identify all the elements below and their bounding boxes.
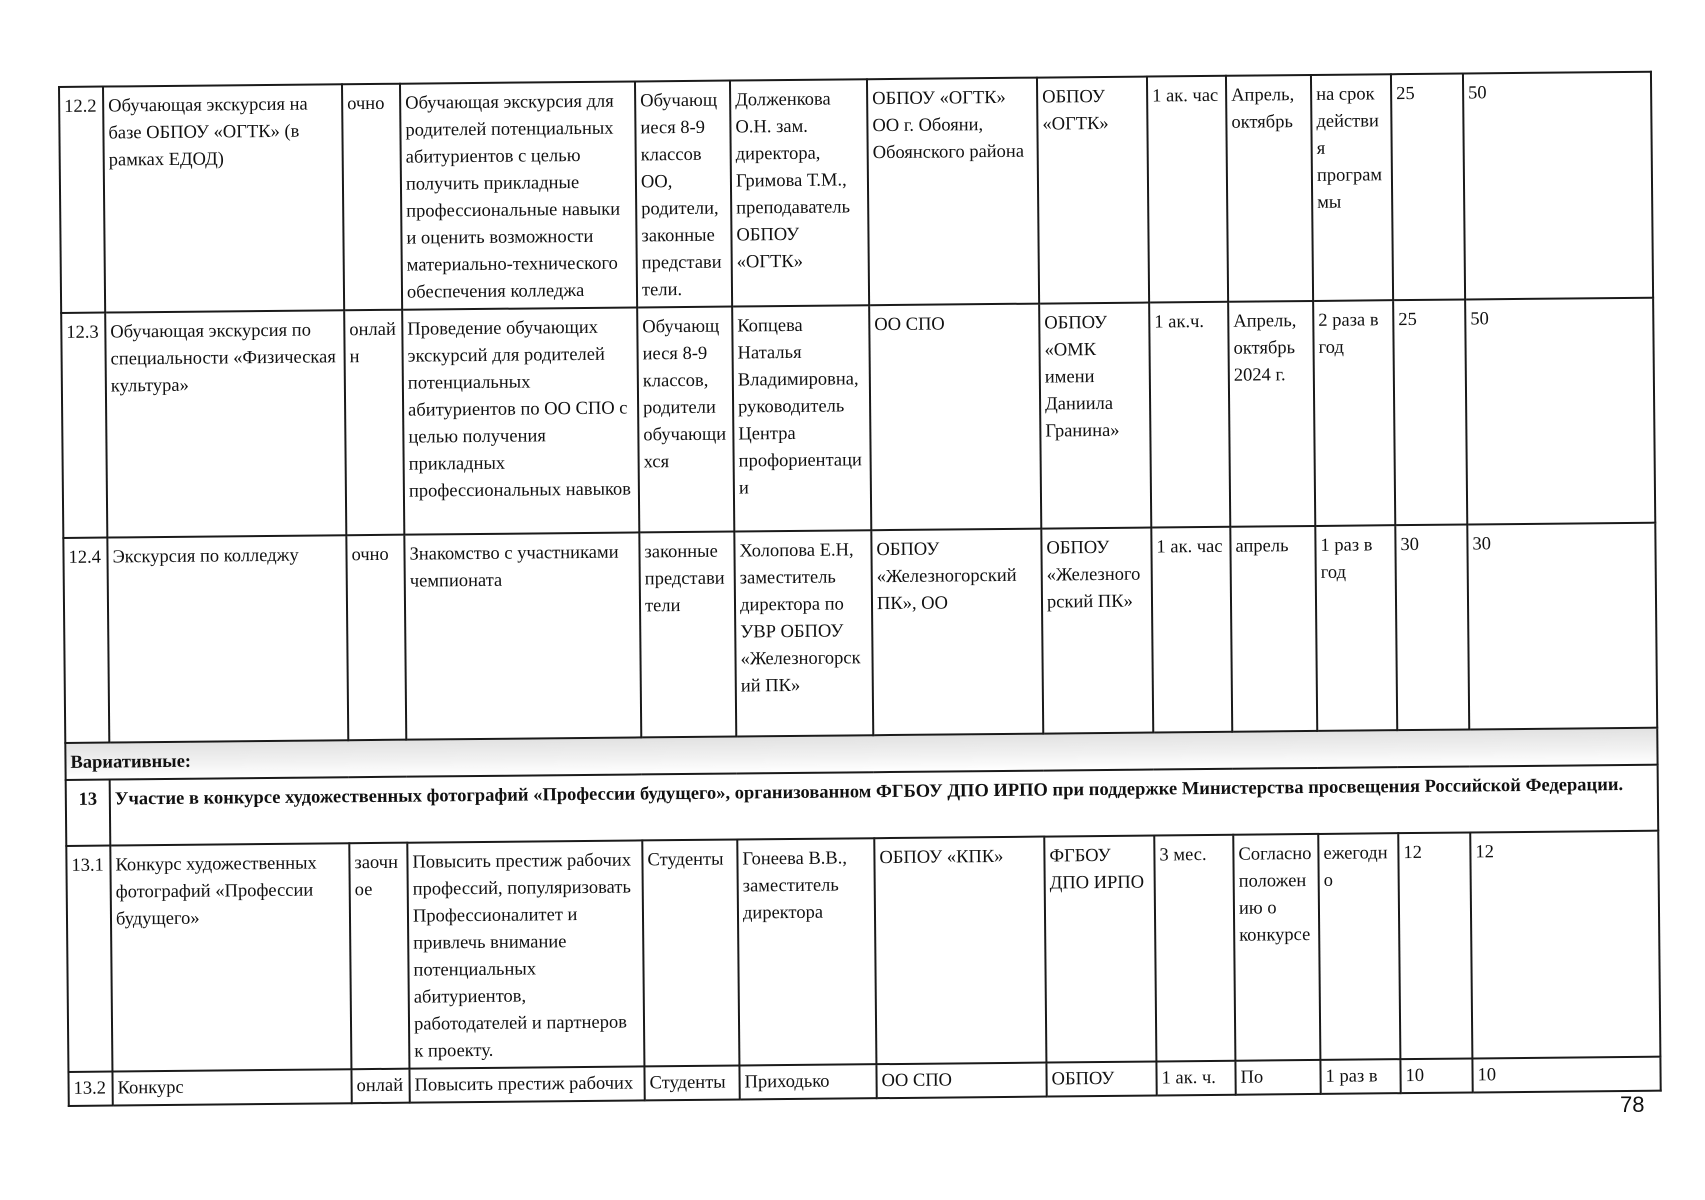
activity-description: Повысить престиж рабочих профессий, популяризовать Профессионалитет и привлечь внимание потенциальных абитуриентов, работодателей и партнеров к проекту. — [407, 840, 644, 1068]
venue: ОБПОУ — [1046, 1062, 1156, 1097]
count-2: 10 — [1472, 1057, 1660, 1093]
row-number: 12.4 — [63, 538, 109, 743]
activity-name: Экскурсия по колледжу — [107, 535, 348, 742]
frequency: 1 раз в — [1320, 1059, 1400, 1094]
frequency: на срок действия программы — [1311, 74, 1393, 301]
activity-name: Обучающая экскурсия на базе ОБПОУ «ОГТК» (в рамках ЕДОД) — [103, 84, 344, 312]
row-number: 13.2 — [68, 1072, 112, 1106]
target-audience: Обучающиеся 8-9 классов ОО, родители, законные представители. — [635, 81, 732, 308]
page-number: 78 — [1620, 1092, 1645, 1117]
frequency: ежегодно — [1318, 833, 1400, 1060]
count-1: 10 — [1400, 1058, 1472, 1093]
count-2: 50 — [1463, 72, 1653, 300]
count-2: 50 — [1465, 298, 1655, 525]
table-row — [66, 831, 1660, 1072]
responsible-person: Долженкова О.Н. зам. директора, Гримова Т.М., преподаватель ОБПОУ «ОГТК» — [730, 79, 869, 306]
venue: ОБПОУ «Железногорский ПК» — [1041, 528, 1153, 734]
dates: Апрель, октябрь 2024 г. — [1228, 301, 1315, 527]
activity-description: Проведение обучающих экскурсий для родителей потенциальных абитуриентов по ОО СПО с целью получения прикладных профессиональных навыков — [402, 307, 639, 534]
activity-form: онлай — [351, 1069, 409, 1104]
activity-name: Конкурс — [112, 1069, 351, 1105]
row-number: 12.2 — [59, 87, 105, 313]
target-audience: законные представители — [639, 532, 736, 738]
frequency: 1 раз в год — [1315, 525, 1397, 731]
activities-table — [58, 71, 1662, 1107]
dates: По — [1235, 1060, 1320, 1095]
participants: ОБПОУ «КПК» — [874, 837, 1046, 1065]
responsible-person: Копцева Наталья Владимировна, руководитель Центра профориентации — [732, 305, 871, 531]
responsible-person: Холопова Е.Н, заместитель директора по УВР ОБПОУ «Железногорский ПК» — [734, 530, 873, 736]
duration: 3 мес. — [1154, 835, 1235, 1062]
table-row — [63, 523, 1657, 743]
target-audience: Студенты — [644, 1066, 739, 1101]
count-2: 30 — [1467, 523, 1657, 730]
activity-form: очно — [342, 84, 402, 311]
participants: ОО СПО — [876, 1063, 1046, 1099]
subsection-title: Участие в конкурсе художественных фотографий «Профессии будущего», организованном ФГБОУ ДПО ИРПО при поддержке Министерства просвещения Российской Федерации. — [110, 765, 1659, 846]
duration: 1 ак. час — [1151, 527, 1232, 733]
target-audience: Студенты — [642, 840, 739, 1067]
subsection-number: 13 — [66, 780, 111, 846]
count-2: 12 — [1470, 831, 1660, 1059]
target-audience: Обучающиеся 8-9 классов, родители обучающихся — [637, 307, 734, 533]
table-row — [59, 72, 1653, 313]
dates: Апрель, октябрь — [1226, 75, 1313, 302]
activity-name: Обучающая экскурсия по специальности «Физическая культура» — [105, 310, 346, 537]
activity-form: заочное — [349, 843, 409, 1070]
frequency: 2 раза в год — [1313, 300, 1395, 526]
activity-form: онлайн — [344, 310, 404, 536]
duration: 1 ак. ч. — [1156, 1061, 1235, 1096]
count-1: 25 — [1391, 74, 1465, 301]
responsible-person: Гонеева В.В., заместитель директора — [737, 838, 876, 1065]
activity-name: Конкурс художественных фотографий «Профессии будущего» — [110, 843, 351, 1071]
row-number: 12.3 — [61, 313, 107, 538]
count-1: 25 — [1393, 300, 1467, 526]
row-number: 13.1 — [66, 846, 112, 1072]
count-1: 12 — [1398, 832, 1472, 1059]
dates: Согласно положению о конкурсе — [1233, 834, 1320, 1061]
duration: 1 ак.ч. — [1149, 302, 1230, 528]
activity-description: Обучающая экскурсия для родителей потенциальных абитуриентов с целью получить прикладные профессиональные навыки и оценить возможности материально-технического обеспечения колледжа — [400, 81, 637, 309]
section-title: Вариативные: — [65, 728, 1657, 780]
participants: ОБПОУ «ОГТК» ОО г. Обояни, Обоянского района — [867, 78, 1039, 306]
venue: ОБПОУ «ОМК имени Даниила Гранина» — [1039, 303, 1151, 529]
dates: апрель — [1230, 526, 1317, 732]
scanned-table-sheet — [58, 71, 1660, 1107]
count-1: 30 — [1395, 524, 1469, 730]
participants: ОБПОУ «Железногорский ПК», ОО — [871, 529, 1043, 736]
venue: ФГБОУ ДПО ИРПО — [1044, 836, 1156, 1063]
venue: ОБПОУ «ОГТК» — [1037, 77, 1149, 304]
activity-description: Знакомство с участниками чемпионата — [404, 532, 641, 739]
activity-form: очно — [346, 535, 406, 741]
duration: 1 ак. час — [1147, 76, 1228, 303]
table-row — [61, 298, 1655, 538]
activity-description: Повысить престиж рабочих — [409, 1066, 644, 1102]
participants: ОО СПО — [869, 304, 1041, 531]
responsible-person: Приходько — [739, 1064, 876, 1099]
